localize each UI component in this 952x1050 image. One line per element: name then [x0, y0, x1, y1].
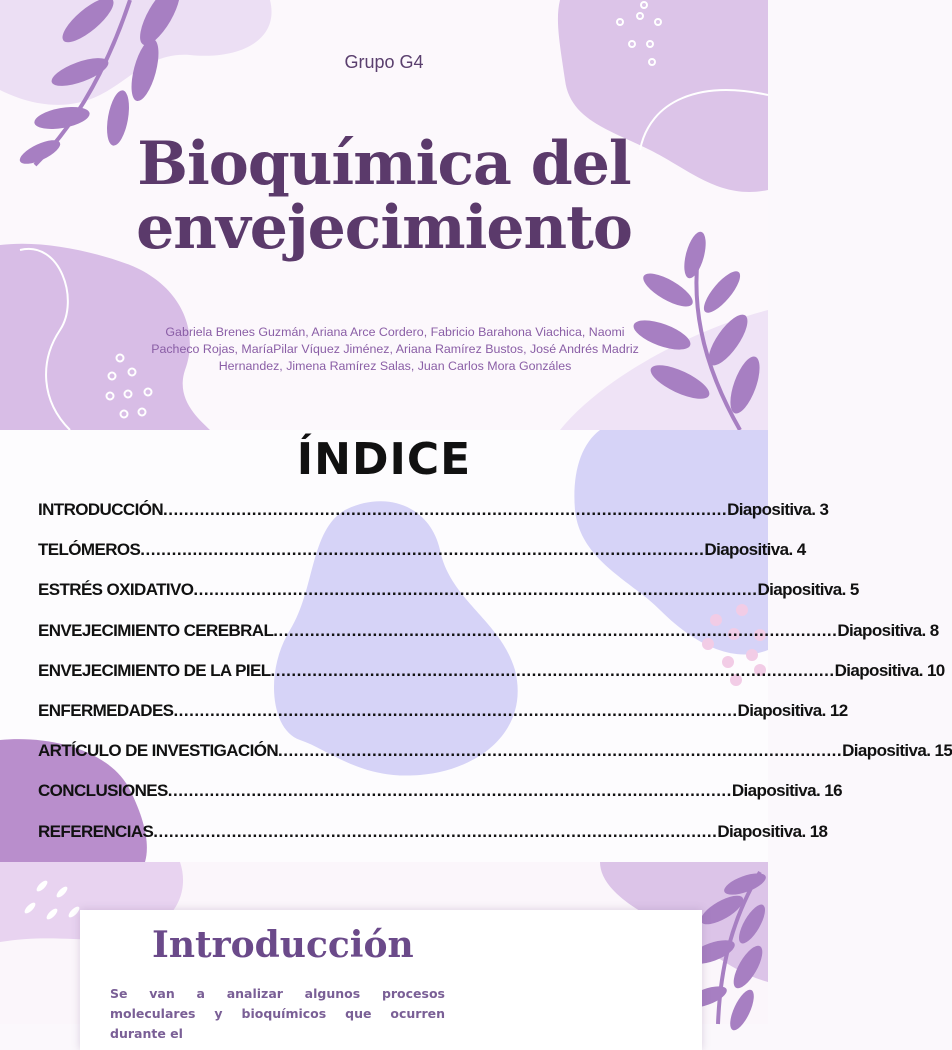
group-label: Grupo G4	[344, 52, 424, 72]
index-entry-page: Diapositiva. 16	[731, 781, 842, 801]
index-entry-label: ENFERMEDADES	[38, 700, 174, 720]
index-entry-label: ESTRÉS OXIDATIVO	[38, 580, 194, 600]
dot-leader: ............................................................................................................	[278, 741, 843, 761]
index-entry-conclusiones	[38, 779, 842, 819]
dot-leader: ............................................................................................................	[193, 580, 758, 600]
index-entry-articulo	[38, 739, 952, 779]
index-entry-page: Diapositiva. 5	[757, 580, 859, 600]
index-entry-label: INTRODUCCIÓN	[38, 500, 164, 519]
index-entry-envejecimiento-piel	[38, 659, 945, 699]
index-entry-label: ENVEJECIMIENTO CEREBRAL	[38, 620, 274, 640]
index-entry-label: TELÓMEROS	[38, 540, 141, 560]
dot-leader: ............................................................................................................	[273, 620, 838, 640]
index-entry-enfermedades	[38, 699, 848, 739]
index-entry-label: REFERENCIAS	[38, 821, 154, 841]
index-entry-label: ARTÍCULO DE INVESTIGACIÓN	[38, 741, 279, 761]
index-entry-introduccion	[38, 498, 829, 538]
index-entry-estres-oxidativo	[38, 578, 859, 618]
cover-title-line2: envejecimiento	[136, 193, 632, 263]
dot-leader: ............................................................................................................	[163, 500, 728, 519]
index-entry-telomeros	[38, 538, 806, 578]
index-entry-page: Diapositiva. 3	[727, 500, 829, 519]
index-entry-label: ENVEJECIMIENTO DE LA PIEL	[38, 660, 271, 680]
cover-title-line1: Bioquímica del	[137, 129, 631, 199]
dot-leader: ............................................................................................................	[153, 821, 718, 841]
index-entry-referencias	[38, 820, 828, 860]
authors-list: Gabriela Brenes Guzmán, Ariana Arce Cordero, Fabricio Barahona Viachica, Naomi Pacheco Rojas, MaríaPilar Víquez Jiménez, Ariana Ramírez Bustos, José Andrés Madriz Hernandez, Jimena Ramírez Salas, Juan Carlos Mora Gonzáles	[151, 325, 639, 373]
dot-leader: ............................................................................................................	[173, 700, 738, 720]
index-entry-page: Diapositiva. 15	[842, 741, 952, 761]
index-entry-page: Diapositiva. 10	[834, 660, 945, 680]
dot-leader: ............................................................................................................	[270, 660, 835, 680]
index-entry-envejecimiento-cerebral	[38, 619, 939, 659]
intro-title: Introducción	[152, 924, 414, 966]
index-entry-page: Diapositiva. 18	[717, 821, 828, 841]
intro-text: Se van a analizar algunos procesos moleculares y bioquímicos que ocurren durante el	[110, 986, 445, 1041]
dot-leader: ............................................................................................................	[167, 781, 732, 801]
dot-leader: ............................................................................................................	[140, 540, 705, 560]
index-entry-label: CONCLUSIONES	[38, 781, 168, 801]
cover-title	[0, 129, 768, 263]
index-entry-page: Diapositiva. 8	[837, 620, 939, 640]
index-list	[38, 498, 952, 860]
index-entry-page: Diapositiva. 12	[737, 700, 848, 720]
index-entry-page: Diapositiva. 4	[704, 540, 806, 560]
index-title: ÍNDICE	[296, 434, 472, 485]
